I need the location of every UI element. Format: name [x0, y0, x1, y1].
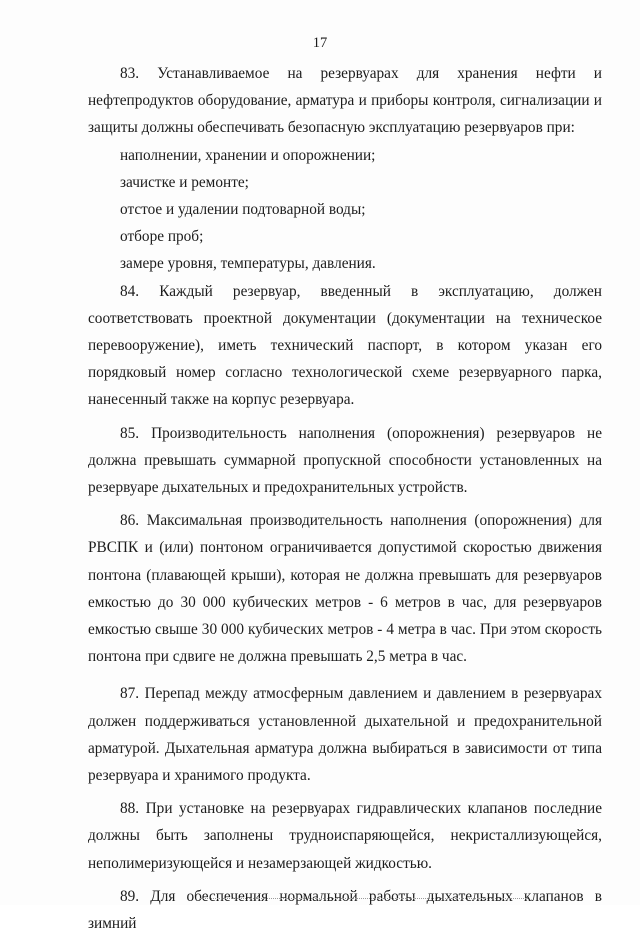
- page-number: 17: [312, 35, 328, 51]
- paragraph-83: 83. Устанавливаемое на резервуарах для хранения нефти и нефтепродуктов оборудование, арматура и приборы контроля, сигнализации и защиты должны обеспечивать безопасную эксплуатацию резервуаров при:: [88, 65, 602, 137]
- paragraph-85: 85. Производительность наполнения (опорожнения) резервуаров не должна превышать суммарной пропускной способности установленных на резервуаре дыхательных и предохранительных устройств.: [88, 424, 602, 497]
- paragraph-87: 87. Перепад между атмосферным давлением и давлением в резервуарах должен поддерживаться установленной дыхательной и предохранительной арматурой. Дыхательная арматура должна выбираться в зависимости от типа резервуара и хранимого продукта.: [88, 685, 602, 785]
- paragraph-86: 86. Максимальная производительность наполнения (опорожнения) для РВСПК и (или) понтоном ограничивается допустимой скоростью движения понтона (плавающей крыши), которая не должна превышать для резервуаров емкостью до 30 000 кубических метров - 6 метров в час, для резервуаров емкостью свыше 30 000 кубических метров - 4 метра в час. При этом скорость понтона при сдвиге не должна превышать 2,5 метра в час.: [88, 512, 602, 666]
- list-item: отборе проб;: [120, 228, 204, 246]
- paragraph-88: 88. При установке на резервуарах гидравлических клапанов последние должны быть заполнены трудноиспаряющейся, некристаллизующейся, неполимеризующейся и незамерзающей жидкостью.: [88, 800, 602, 872]
- document-body: [88, 60, 602, 937]
- list-item: отстое и удалении подтоварной воды;: [120, 201, 366, 219]
- page-edge-dots: [200, 898, 530, 899]
- paragraph-89: 89. Для обеспечения нормальной работы дыхательных клапанов в зимний: [88, 887, 602, 933]
- list-item: зачистке и ремонте;: [120, 173, 249, 191]
- paragraph-84: 84. Каждый резервуар, введенный в эксплуатацию, должен соответствовать проектной документации (документации на техническое перевооружение), иметь технический паспорт, в котором указан его порядковый номер согласно технологической схеме резервуарного парка, нанесенный также на корпус резервуара.: [88, 282, 602, 409]
- list-item: замере уровня, температуры, давления.: [120, 255, 376, 273]
- list-item: наполнении, хранении и опорожнении;: [120, 146, 376, 164]
